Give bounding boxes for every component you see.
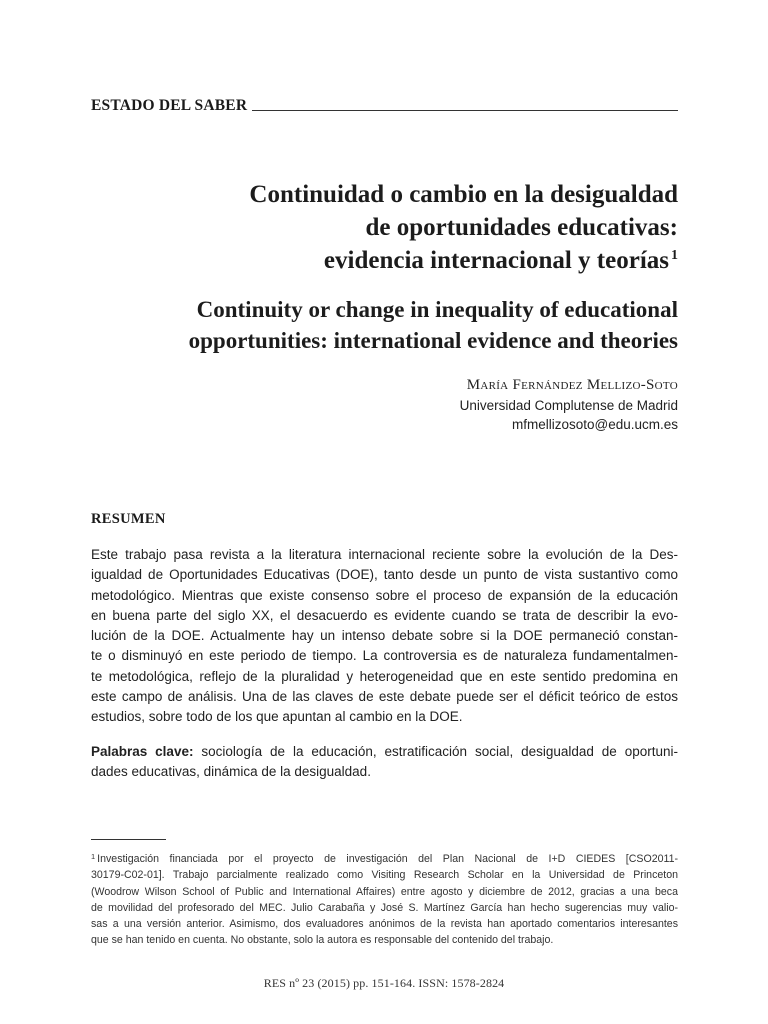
title-es-line: Continuidad o cambio en la desigualdad	[249, 181, 678, 208]
title-footnote-mark[interactable]: 1	[671, 248, 678, 263]
footnote-rule	[91, 839, 166, 840]
title-es-line: de oportunidades educativas:	[365, 214, 678, 241]
abstract-line: este campo de análisis. Una de las claves de este debate puede ser el déficit teórico de estos	[91, 689, 678, 705]
abstract-body	[91, 545, 678, 728]
abstract-line: te metodológica, reflejo de la pluralidad y heterogeneidad que en este sentido predomina en	[91, 668, 678, 684]
resumen-heading: RESUMEN	[91, 511, 166, 527]
abstract-line: igualdad de Oportunidades Educativas (DOE), tanto desde un punto de vista sustantivo como	[91, 567, 678, 583]
section-header	[91, 95, 678, 115]
keywords	[91, 742, 678, 783]
author-name: María Fernández Mellizo-Soto	[466, 377, 678, 393]
footnote-line: (Woodrow Wilson School of Public and International Affaires) entre agosto y diciembre de 2012, gracias a una beca	[91, 885, 678, 898]
page-footer-citation: RES nº 23 (2015) pp. 151-164. ISSN: 1578-2824	[263, 976, 505, 990]
keywords-line-1	[91, 742, 678, 762]
keywords-label: Palabras clave:	[91, 744, 194, 759]
author-email[interactable]: mfmellizosoto@edu.ucm.es	[511, 417, 678, 432]
abstract-line: te o disminuyó en este periodo de tiempo. La controversia es de naturaleza fundamentalmen-	[91, 648, 678, 664]
title-en-line: opportunities: international evidence and theories	[188, 328, 678, 353]
footnote-line: de movilidad del profesorado del MEC. Julio Carabaña y José S. Martínez García han hecho sugerencias muy valio-	[91, 901, 678, 914]
title-es-line-text: evidencia internacional y teorías	[323, 247, 669, 274]
abstract-line: metodológico. Mientras que existe consenso sobre el proceso de expansión de la educación	[91, 587, 678, 603]
section-label: ESTADO DEL SABER	[91, 96, 248, 114]
footnote-text: Investigación financiada por el proyecto de investigación del Plan Nacional de I+D CIEDES [CSO2011-	[97, 853, 678, 865]
title-spanish	[118, 178, 678, 277]
title-es-line-last	[118, 244, 678, 277]
author-affiliation: Universidad Complutense de Madrid	[459, 398, 678, 413]
footnote	[91, 849, 678, 949]
footnote-line: 30179-C02-01]. Trabajo parcialmente realizado como Visiting Research Scholar en la Universidad de Princeton	[91, 869, 678, 882]
author-block	[278, 374, 678, 434]
abstract-line: Este trabajo pasa revista a la literatura internacional reciente sobre la evolución de la Des-	[91, 547, 678, 562]
title-english	[98, 294, 678, 356]
keywords-line-2: dades educativas, dinámica de la desigualdad.	[91, 764, 371, 780]
footnote-line: sas a una versión anterior. Asimismo, dos evaluadores anónimos de la revista han aportado comentarios interesantes	[91, 918, 678, 931]
footnote-mark: 1	[91, 852, 96, 861]
section-rule	[252, 110, 678, 111]
abstract-line: lución de la DOE. Actualmente hay un intenso debate sobre si la DOE permaneció constan-	[91, 628, 678, 644]
footnote-line: que se han tenido en cuenta. No obstante, solo la autora es responsable del contenido del trabajo.	[91, 934, 554, 947]
abstract-line: estudios, sobre todo de los que apuntan al cambio en la DOE.	[91, 709, 463, 725]
abstract-line: en buena parte del siglo XX, el desacuerdo es evidente cuando se trata de describir la evo-	[91, 607, 678, 623]
keywords-text: sociología de la educación, estratificación social, desigualdad de oportuni-	[201, 744, 678, 759]
footnote-line-1	[91, 849, 678, 867]
title-en-line: Continuity or change in inequality of educational	[196, 297, 678, 322]
